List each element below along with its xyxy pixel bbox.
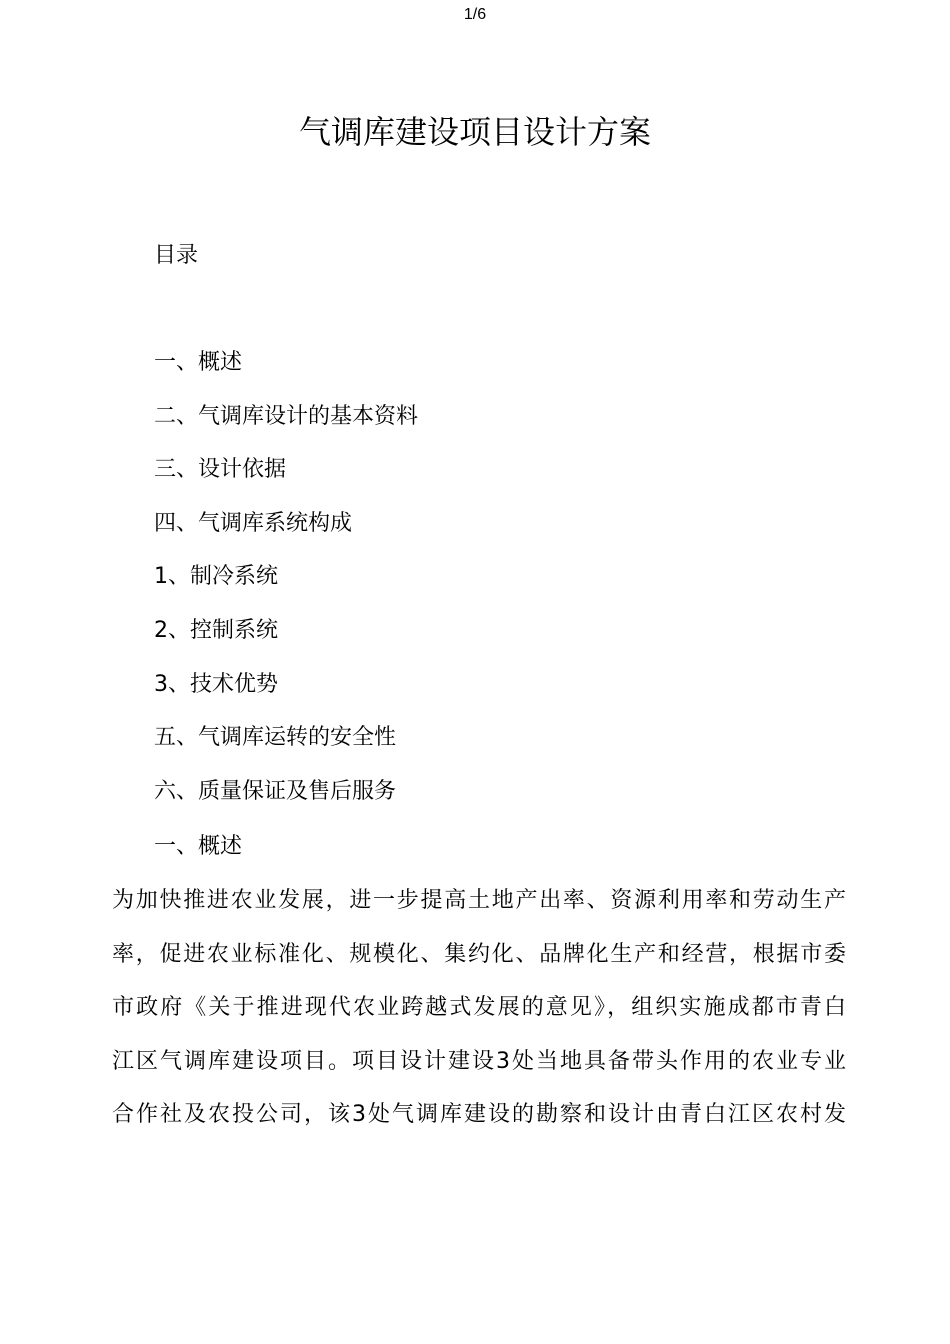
toc-heading: 目录 — [154, 243, 199, 268]
paragraph-line: 合作社及农投公司，该3处气调库建设的勘察和设计由青白江区农村发 — [112, 1102, 846, 1127]
document-title: 气调库建设项目设计方案 — [298, 113, 651, 151]
toc-item: 二、气调库设计的基本资料 — [154, 403, 419, 429]
toc-item: 3、技术优势 — [154, 671, 278, 697]
section-heading-overview: 一、概述 — [154, 834, 243, 859]
toc-item: 三、设计依据 — [154, 457, 287, 483]
paragraph-line: 市政府《关于推进现代农业跨越式发展的意见》，组织实施成都市青白 — [112, 995, 846, 1020]
toc-item: 五、气调库运转的安全性 — [154, 725, 397, 751]
toc-item: 一、概述 — [154, 350, 243, 375]
toc-item: 四、气调库系统构成 — [154, 510, 353, 536]
table-of-contents — [154, 347, 418, 829]
paragraph-line: 率，促进农业标准化、规模化、集约化、品牌化生产和经营，根据市委 — [112, 941, 846, 967]
overview-paragraph — [112, 885, 846, 1153]
toc-item: 六、质量保证及售后服务 — [154, 778, 397, 804]
toc-item: 2、控制系统 — [154, 617, 278, 643]
toc-item: 1、制冷系统 — [154, 564, 278, 590]
paragraph-line: 为加快推进农业发展，进一步提高土地产出率、资源利用率和劳动生产 — [112, 888, 846, 913]
page-number: 1/6 — [463, 6, 487, 23]
paragraph-line: 江区气调库建设项目。项目设计建设3处当地具备带头作用的农业专业 — [112, 1048, 846, 1074]
